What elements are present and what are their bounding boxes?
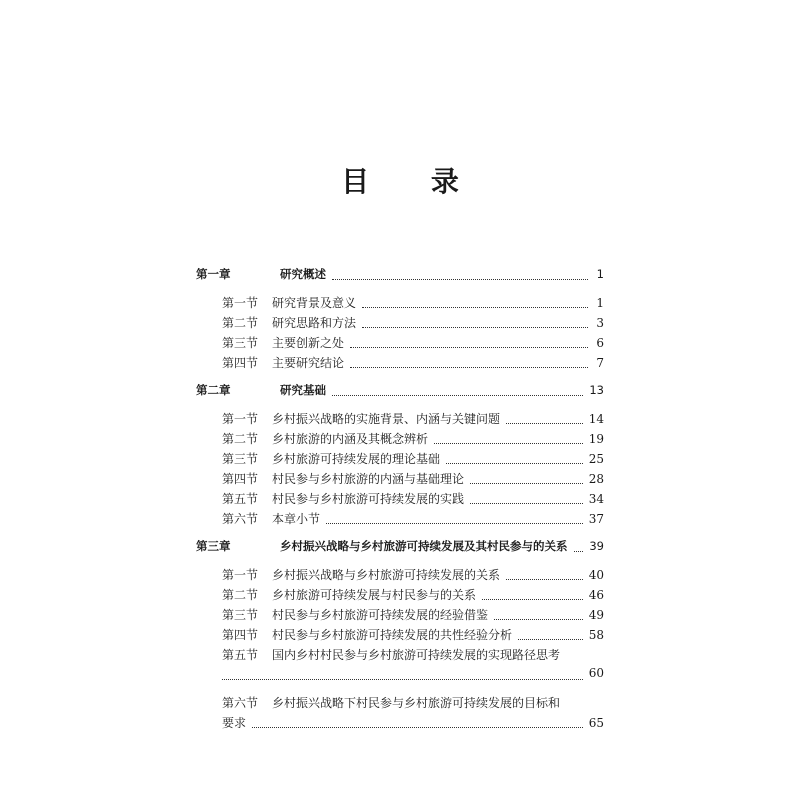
- section-title: 研究思路和方法: [272, 316, 357, 330]
- dot-leader: [574, 550, 584, 552]
- section-title: 村民参与乡村旅游可持续发展的经验借鉴: [272, 608, 489, 622]
- dot-leader: [362, 326, 588, 328]
- toc-section[interactable]: [196, 314, 604, 334]
- page-number: 49: [588, 608, 604, 622]
- dot-leader: [350, 346, 588, 348]
- toc-section[interactable]: [196, 566, 604, 586]
- toc-chapter-1[interactable]: [196, 266, 604, 286]
- page-number: 14: [588, 412, 604, 426]
- toc-section[interactable]: [196, 354, 604, 374]
- page-number: 6: [596, 336, 604, 350]
- table-of-contents: [196, 266, 604, 734]
- toc-section[interactable]: [196, 334, 604, 354]
- section-number: 第三节: [222, 336, 259, 350]
- section-title: 乡村振兴战略的实施背景、内涵与关键问题: [272, 412, 501, 426]
- toc-section[interactable]: [196, 606, 604, 626]
- section-number: 第四节: [222, 356, 259, 370]
- page-number: 28: [588, 472, 604, 486]
- toc-section[interactable]: [196, 646, 604, 666]
- dot-leader: [470, 482, 583, 484]
- dot-leader: [434, 442, 583, 444]
- section-number: 第三节: [222, 452, 259, 466]
- toc-section[interactable]: [196, 450, 604, 470]
- section-number: 第二节: [222, 432, 259, 446]
- page-number: 13: [589, 383, 604, 397]
- page-number: 37: [588, 512, 604, 526]
- chapter-number: 第三章: [196, 539, 231, 553]
- page-number: 65: [588, 716, 604, 730]
- page-number: 46: [588, 588, 604, 602]
- page-number: 40: [588, 568, 604, 582]
- section-number: 第一节: [222, 296, 259, 310]
- toc-section[interactable]: [196, 470, 604, 490]
- dot-leader: [506, 578, 583, 580]
- page-number: 60: [588, 666, 604, 680]
- toc-section[interactable]: [196, 490, 604, 510]
- dot-leader: [252, 726, 583, 728]
- section-number: 第五节: [222, 648, 259, 662]
- toc-section-continuation[interactable]: [196, 666, 604, 686]
- section-number: 第四节: [222, 472, 259, 486]
- page-number: 7: [596, 356, 604, 370]
- dot-leader: [332, 278, 588, 280]
- section-title-continued: 要求: [222, 716, 247, 730]
- chapter-title: 研究基础: [280, 383, 326, 397]
- section-number: 第五节: [222, 492, 259, 506]
- dot-leader: [332, 394, 583, 396]
- section-number: 第一节: [222, 568, 259, 582]
- dot-leader: [326, 522, 583, 524]
- page-number: 1: [596, 296, 604, 310]
- section-number: 第三节: [222, 608, 259, 622]
- page-number: 58: [588, 628, 604, 642]
- section-title: 研究背景及意义: [272, 296, 357, 310]
- toc-section[interactable]: [196, 510, 604, 530]
- dot-leader: [350, 366, 588, 368]
- toc-section[interactable]: [196, 410, 604, 430]
- dot-leader: [518, 638, 583, 640]
- page-number: 25: [588, 452, 604, 466]
- section-title: 国内乡村村民参与乡村旅游可持续发展的实现路径思考: [272, 648, 561, 662]
- dot-leader: [506, 422, 583, 424]
- dot-leader: [362, 306, 588, 308]
- chapter-title: 研究概述: [280, 267, 326, 281]
- dot-leader: [222, 678, 583, 680]
- page-number: 34: [588, 492, 604, 506]
- section-title: 乡村振兴战略下村民参与乡村旅游可持续发展的目标和: [272, 696, 561, 710]
- page-title: 目 录: [341, 165, 485, 198]
- section-title: 村民参与乡村旅游可持续发展的实践: [272, 492, 465, 506]
- toc-section[interactable]: [196, 430, 604, 450]
- chapter-number: 第一章: [196, 267, 231, 281]
- section-number: 第二节: [222, 316, 259, 330]
- page-number: 3: [596, 316, 604, 330]
- page-number: 39: [589, 539, 604, 553]
- section-title: 乡村旅游可持续发展的理论基础: [272, 452, 441, 466]
- section-number: 第二节: [222, 588, 259, 602]
- section-title: 主要创新之处: [272, 336, 345, 350]
- toc-section[interactable]: [196, 586, 604, 606]
- toc-section[interactable]: [196, 294, 604, 314]
- toc-section-continuation[interactable]: [196, 714, 604, 734]
- section-title: 本章小节: [272, 512, 321, 526]
- toc-section[interactable]: [196, 694, 604, 714]
- page-number: 19: [588, 432, 604, 446]
- toc-chapter-2[interactable]: [196, 382, 604, 402]
- toc-section[interactable]: [196, 626, 604, 646]
- section-title: 村民参与乡村旅游的内涵与基础理论: [272, 472, 465, 486]
- chapter-title: 乡村振兴战略与乡村旅游可持续发展及其村民参与的关系: [280, 539, 568, 553]
- section-number: 第四节: [222, 628, 259, 642]
- section-title: 乡村旅游可持续发展与村民参与的关系: [272, 588, 477, 602]
- section-number: 第六节: [222, 512, 259, 526]
- chapter-number: 第二章: [196, 383, 231, 397]
- dot-leader: [446, 462, 583, 464]
- section-number: 第一节: [222, 412, 259, 426]
- dot-leader: [494, 618, 583, 620]
- section-title: 乡村旅游的内涵及其概念辨析: [272, 432, 429, 446]
- section-title: 乡村振兴战略与乡村旅游可持续发展的关系: [272, 568, 501, 582]
- section-number: 第六节: [222, 696, 259, 710]
- section-title: 村民参与乡村旅游可持续发展的共性经验分析: [272, 628, 513, 642]
- dot-leader: [482, 598, 583, 600]
- dot-leader: [470, 502, 583, 504]
- section-title: 主要研究结论: [272, 356, 345, 370]
- page-number: 1: [596, 267, 604, 281]
- toc-chapter-3[interactable]: [196, 538, 604, 558]
